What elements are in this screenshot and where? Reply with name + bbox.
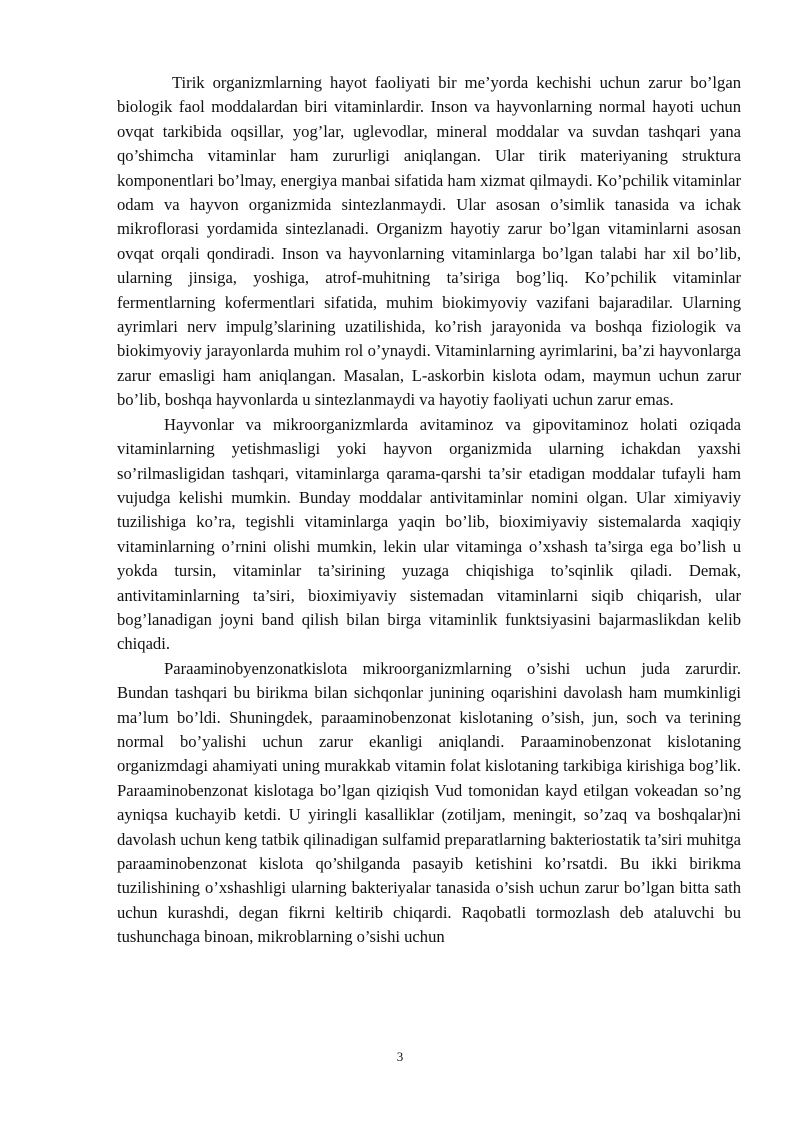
paragraph-vitamins-intro: Tirik organizmlarning hayot faoliyati bir me’yorda kechishi uchun zarur bo’lgan biologik faol moddalardan biri vitaminlardir. Inson va hayvonlarning normal hayoti uchun ovqat tarkibida oqsillar, yog’lar, uglevodlar, mineral moddalar va suvdan tashqari yana qo’shimcha vitaminlar ham zururligi aniqlangan. Ular tirik materiyaning struktura komponentlari bo’lmay, energiya manbai sifatida ham xizmat qilmaydi. Ko’pchilik vitaminlar odam va hayvon organizmida sintezlanmaydi. Ular asosan o’simlik tanasida va ichak mikroflorasi yordamida sintezlanadi. Organizm hayotiy zarur bo’lgan vitaminlarni asosan ovqat orqali qondiradi. Inson va hayvonlarning vitaminlarga bo’lgan talabi har xil bo’lib, ularning jinsiga, yoshiga, atrof-muhitning ta’siriga bog’liq. Ko’pchilik vitaminlar fermentlarning kofermentlari sifatida, muhim biokimyoviy vazifani bajaradilar. Ularning ayrimlari nerv impulg’slarining uzatilishida, ko’rish jarayonida va boshqa fiziologik va biokimyoviy jarayonlarda muhim rol o’ynaydi. Vitaminlarning ayrimlarini, ba’zi hayvonlarga zarur emasligi ham aniqlangan. Masalan, L-askorbin kislota odam, maymun uchun zarur bo’lib, boshqa hayvonlarda u sintezlanmaydi va hayotiy faoliyati uchun zarur emas. xyxy=(117,73,741,410)
paragraph-paraaminobenzoate: Paraaminobyenzonatkislota mikroorganizmlarning o’sishi uchun juda zarurdir. Bundan tashqari bu birikma bilan sichqonlar junining oqarishini davolash ham mumkinligi ma’lum bo’ldi. Shuningdek, paraaminobenzonat kislotaning o’sish, jun, soch va terining normal bo’yalishi uchun zarur ekanligi aniqlandi. Paraaminobenzonat kislotaning organizmdagi ahamiyati uning murakkab vitamin folat kislotaning tarkibiga kirishiga bog’lik. Paraaminobenzonat kislotaga bo’lgan qiziqish Vud tomonidan kayd etilgan vokeadan so’ng ayniqsa kuchayib ketdi. U yiringli kasalliklar (zotiljam, meningit, so’zaq va boshqalar)ni davolash uchun keng tatbik qilinadigan sulfamid preparatlarning bakteriostatik ta’siri muhitga paraaminobenzonat kislota qo’shilganda pasayib ketishini ko’rsatdi. Bu ikki birikma tuzilishining o’xshashligi ularning bakteriyalar tanasida o’sish uchun zarur bo’lgan bitta sath uchun kurashdi, degan fikrni keltirib chiqardi. Raqobatli tormozlash deb ataluvchi bu tushunchaga binoan, mikroblarning o’sishi uchun xyxy=(117,658,741,947)
page-number: 3 xyxy=(396,1049,404,1064)
paragraph-antivitamins: Hayvonlar va mikroorganizmlarda avitaminoz va gipovitaminoz holati oziqada vitaminlarning yetishmasligi yoki hayvon organizmida ularning ichakdan yaxshi so’rilmasligidan tashqari, vitaminlarga qarama-qarshi ta’sir etadigan moddalar tufayli ham vujudga kelishi mumkin. Bunday moddalar antivitaminlar nomini olgan. Ular ximiyaviy tuzilishiga ko’ra, tegishli vitaminlarga yaqin bo’lib, bioximiyaviy sistemalarda xaqiqiy vitaminlarning o’rnini olishi mumkin, lekin ular vitaminga o’xshash ta’sirga ega bo’lish u yokda tursin, vitaminlar ta’sirining yuzaga chiqishiga to’sqinlik qiladi. Demak, antivitaminlarning ta’siri, bioximiyaviy sistemadan vitaminlarni siqib chiqarish, ular bog’lanadigan joyni band qilish bilan birga vitaminlik funktsiyasini bajarmaslikdan kelib chiqadi. xyxy=(117,414,741,654)
document-body xyxy=(117,71,741,950)
